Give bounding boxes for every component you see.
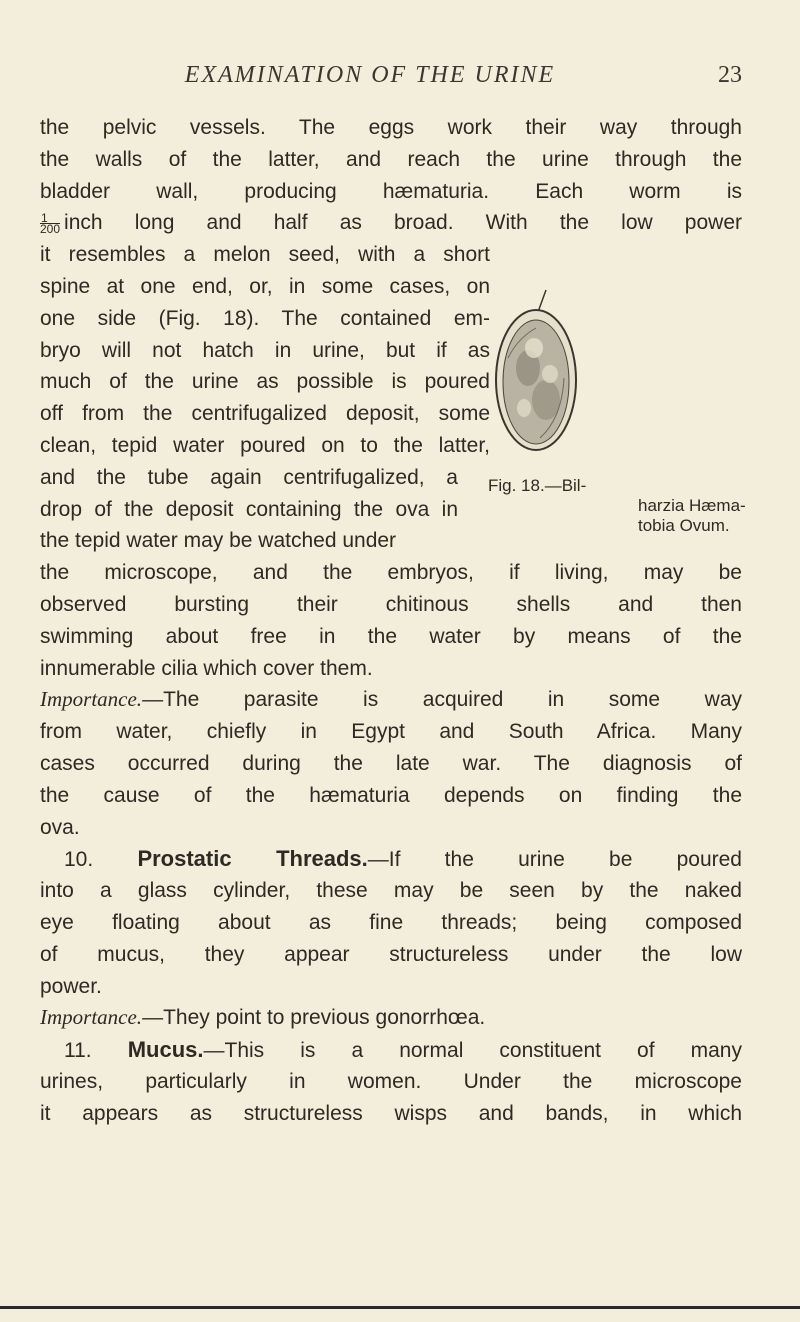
text-line: 11. Mucus.—This is a normal constituent of many	[64, 1037, 742, 1063]
text-line: off from the centrifugalized deposit, some	[40, 402, 490, 426]
text-line: drop of the deposit containing the ova in	[40, 497, 458, 521]
text-line: power.	[40, 974, 102, 998]
text-line: the cause of the hæmaturia depends on finding the	[40, 783, 742, 807]
caption-line: Fig. 18.—Bil-	[488, 476, 587, 495]
text-line: eye floating about as fine threads; being composed	[40, 910, 742, 934]
text-line: innumerable cilia which cover them.	[40, 656, 373, 680]
text-line: the pelvic vessels. The eggs work their way through	[40, 116, 742, 139]
ovum-drawing	[488, 288, 588, 456]
running-title: EXAMINATION OF THE URINE	[184, 62, 556, 88]
fraction: $\frac{1}{200}$	[40, 211, 61, 237]
section-heading: Prostatic Threads.	[137, 846, 368, 872]
text-line: Importance.—The parasite is acquired in some way	[40, 687, 742, 712]
text-line: from water, chiefly in Egypt and South Africa. Many	[40, 720, 742, 744]
text-line: $\frac{1}{200}$ inch long and half as broad. With the low power	[40, 211, 742, 237]
page-header	[0, 62, 800, 98]
text-line: Importance.—They point to previous gonorrhœa.	[40, 1005, 486, 1030]
page-number: 23	[718, 62, 742, 88]
text-line: 10. Prostatic Threads.—If the urine be poured	[64, 846, 742, 872]
figure-caption	[488, 476, 748, 536]
text-line: the tepid water may be watched under	[40, 529, 397, 553]
ovum-spine	[538, 290, 546, 312]
page-bottom-edge	[0, 1306, 800, 1309]
ovum-illustration	[488, 288, 588, 456]
text-line: much of the urine as possible is poured	[40, 370, 490, 394]
text-line: urines, particularly in women. Under the microscope	[40, 1069, 742, 1093]
text-line: the walls of the latter, and reach the urine through the	[40, 147, 742, 171]
text-line: swimming about free in the water by means of the	[40, 624, 742, 648]
text-line: into a glass cylinder, these may be seen by the naked	[40, 879, 742, 903]
importance-label: Importance.	[40, 687, 143, 712]
text-line: and the tube again centrifugalized, a	[40, 465, 458, 489]
section-heading: Mucus.	[127, 1037, 204, 1063]
importance-label: Importance.	[40, 1005, 143, 1030]
body-text	[40, 112, 742, 1130]
text-line: one side (Fig. 18). The contained em-	[40, 306, 490, 330]
text-line: bladder wall, producing hæmaturia. Each worm is	[40, 179, 742, 203]
text-line: spine at one end, or, in some cases, on	[40, 274, 490, 298]
text-line: ova.	[40, 815, 80, 839]
text-line: cases occurred during the late war. The diagnosis of	[40, 751, 742, 775]
text-line: it appears as structureless wisps and bands, in which	[40, 1101, 742, 1125]
caption-line: tobia Ovum.	[638, 516, 730, 535]
text-line: it resembles a melon seed, with a short	[40, 243, 490, 267]
text-line: of mucus, they appear structureless under the low	[40, 942, 742, 966]
text-line: observed bursting their chitinous shells and then	[40, 592, 742, 616]
caption-line: harzia Hæma-	[638, 496, 746, 515]
text-line: bryo will not hatch in urine, but if as	[40, 338, 490, 362]
text-line: the microscope, and the embryos, if living, may be	[40, 561, 742, 585]
text-line: clean, tepid water poured on to the latter,	[40, 433, 490, 457]
